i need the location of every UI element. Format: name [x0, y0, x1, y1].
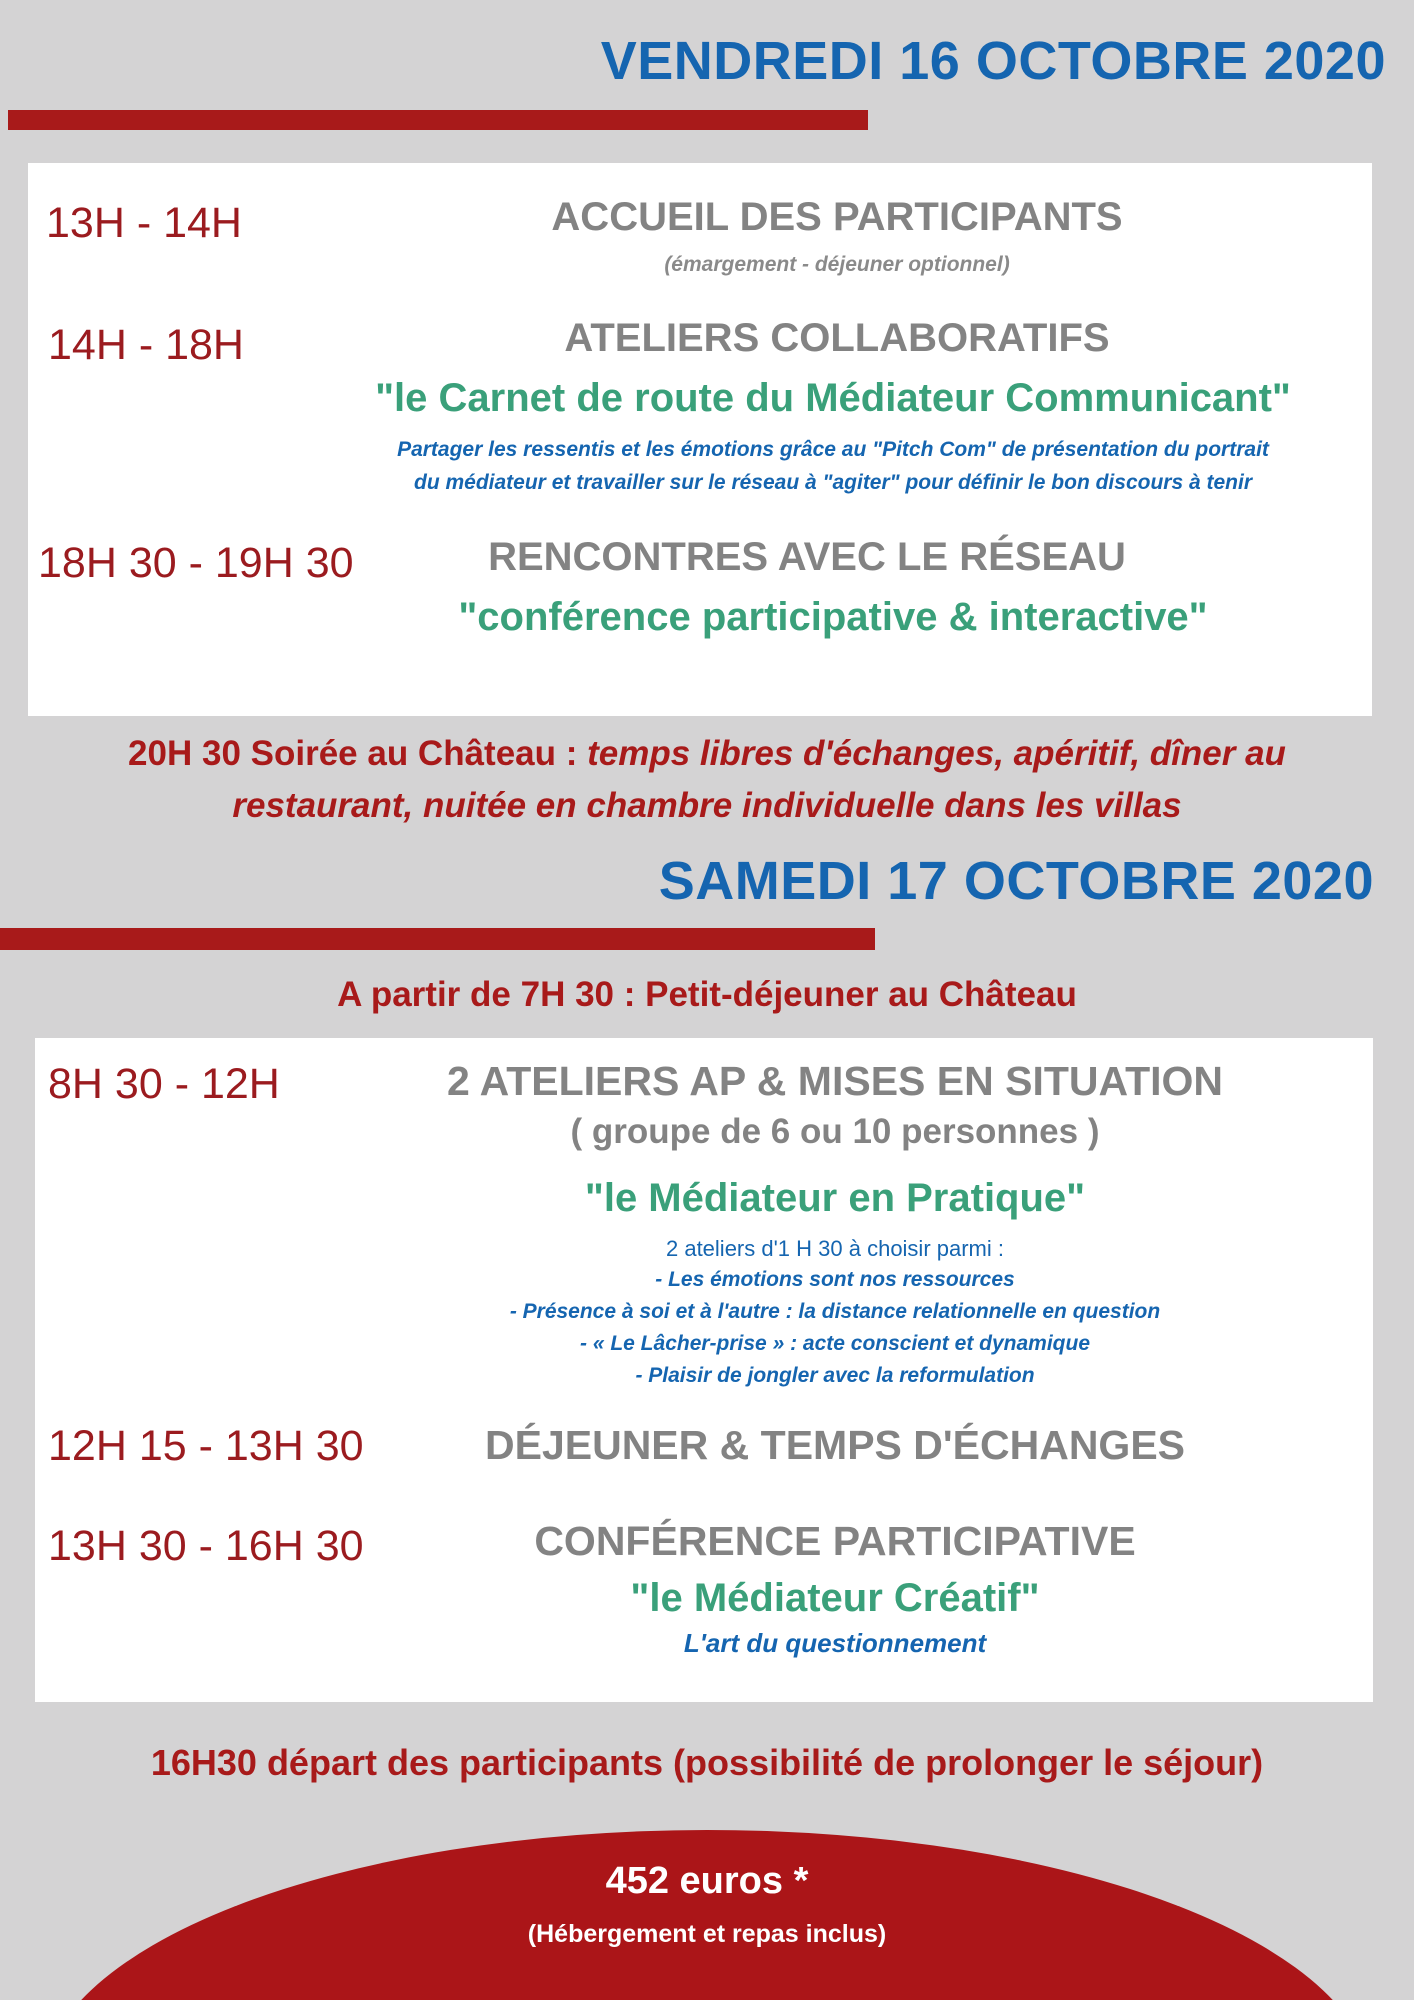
session-title: 2 ATELIERS AP & MISES EN SITUATION [446, 1058, 1224, 1104]
workshop-item: - « Le Lâcher-prise » : acte conscient et dynamique [580, 1332, 1090, 1355]
day1-divider [8, 110, 868, 130]
session-time: 13H 30 - 16H 30 [48, 1522, 364, 1570]
session-desc-line: Partager les ressentis et les émotions grâce au "Pitch Com" de présentation du portrait [397, 438, 1269, 461]
evening-desc-line1: temps libres d'échanges, apéritif, dîner au [587, 734, 1286, 773]
price-amount: 452 euros * [605, 1860, 809, 1902]
session-time: 8H 30 - 12H [48, 1060, 280, 1108]
day2-title: SAMEDI 17 OCTOBRE 2020 [658, 851, 1374, 911]
session-time: 12H 15 - 13H 30 [48, 1422, 364, 1470]
session-quote: "le Médiateur Créatif" [630, 1576, 1040, 1620]
session-subtitle: ( groupe de 6 ou 10 personnes ) [570, 1112, 1100, 1151]
day2-schedule-panel [35, 1038, 1373, 1702]
evening-time: 20H 30 Soirée au Château : [128, 734, 578, 773]
breakfast-note: A partir de 7H 30 : Petit-déjeuner au Château [337, 975, 1077, 1014]
workshop-item: - Présence à soi et à l'autre : la distance relationnelle en question [509, 1300, 1161, 1323]
session-title: RENCONTRES AVEC LE RÉSEAU [488, 535, 1126, 579]
day2-divider [0, 928, 875, 950]
workshop-item: - Plaisir de jongler avec la reformulation [635, 1364, 1035, 1387]
session-title: ACCUEIL DES PARTICIPANTS [551, 195, 1123, 239]
day1-schedule-panel [28, 163, 1372, 716]
session-quote: "conférence participative & interactive" [458, 595, 1208, 639]
session-quote: "le Carnet de route du Médiateur Communicant" [375, 376, 1291, 420]
evening-note [0, 728, 1414, 832]
session-desc-line: du médiateur et travailler sur le réseau à "agiter" pour définir le bon discours à tenir [414, 471, 1252, 494]
session-time: 18H 30 - 19H 30 [38, 539, 354, 587]
session-desc: L'art du questionnement [683, 1628, 987, 1658]
session-title: DÉJEUNER & TEMPS D'ÉCHANGES [484, 1422, 1186, 1468]
price-note: (Hébergement et repas inclus) [527, 1920, 887, 1948]
session-title: CONFÉRENCE PARTICIPATIVE [534, 1518, 1136, 1564]
price-arc-shape [40, 1830, 1374, 2000]
workshop-intro: 2 ateliers d'1 H 30 à choisir parmi : [665, 1236, 1004, 1261]
price-banner [0, 1830, 1414, 2000]
session-note: (émargement - déjeuner optionnel) [664, 253, 1010, 276]
workshop-item: - Les émotions sont nos ressources [655, 1268, 1015, 1291]
departure-note: 16H30 départ des participants (possibilité de prolonger le séjour) [150, 1742, 1264, 1783]
session-time: 14H - 18H [48, 321, 244, 369]
evening-desc-line2: restaurant, nuitée en chambre individuelle dans les villas [232, 786, 1182, 825]
day1-title: VENDREDI 16 OCTOBRE 2020 [600, 31, 1386, 91]
session-time: 13H - 14H [46, 199, 242, 247]
session-quote: "le Médiateur en Pratique" [584, 1176, 1086, 1220]
session-title: ATELIERS COLLABORATIFS [564, 316, 1110, 360]
